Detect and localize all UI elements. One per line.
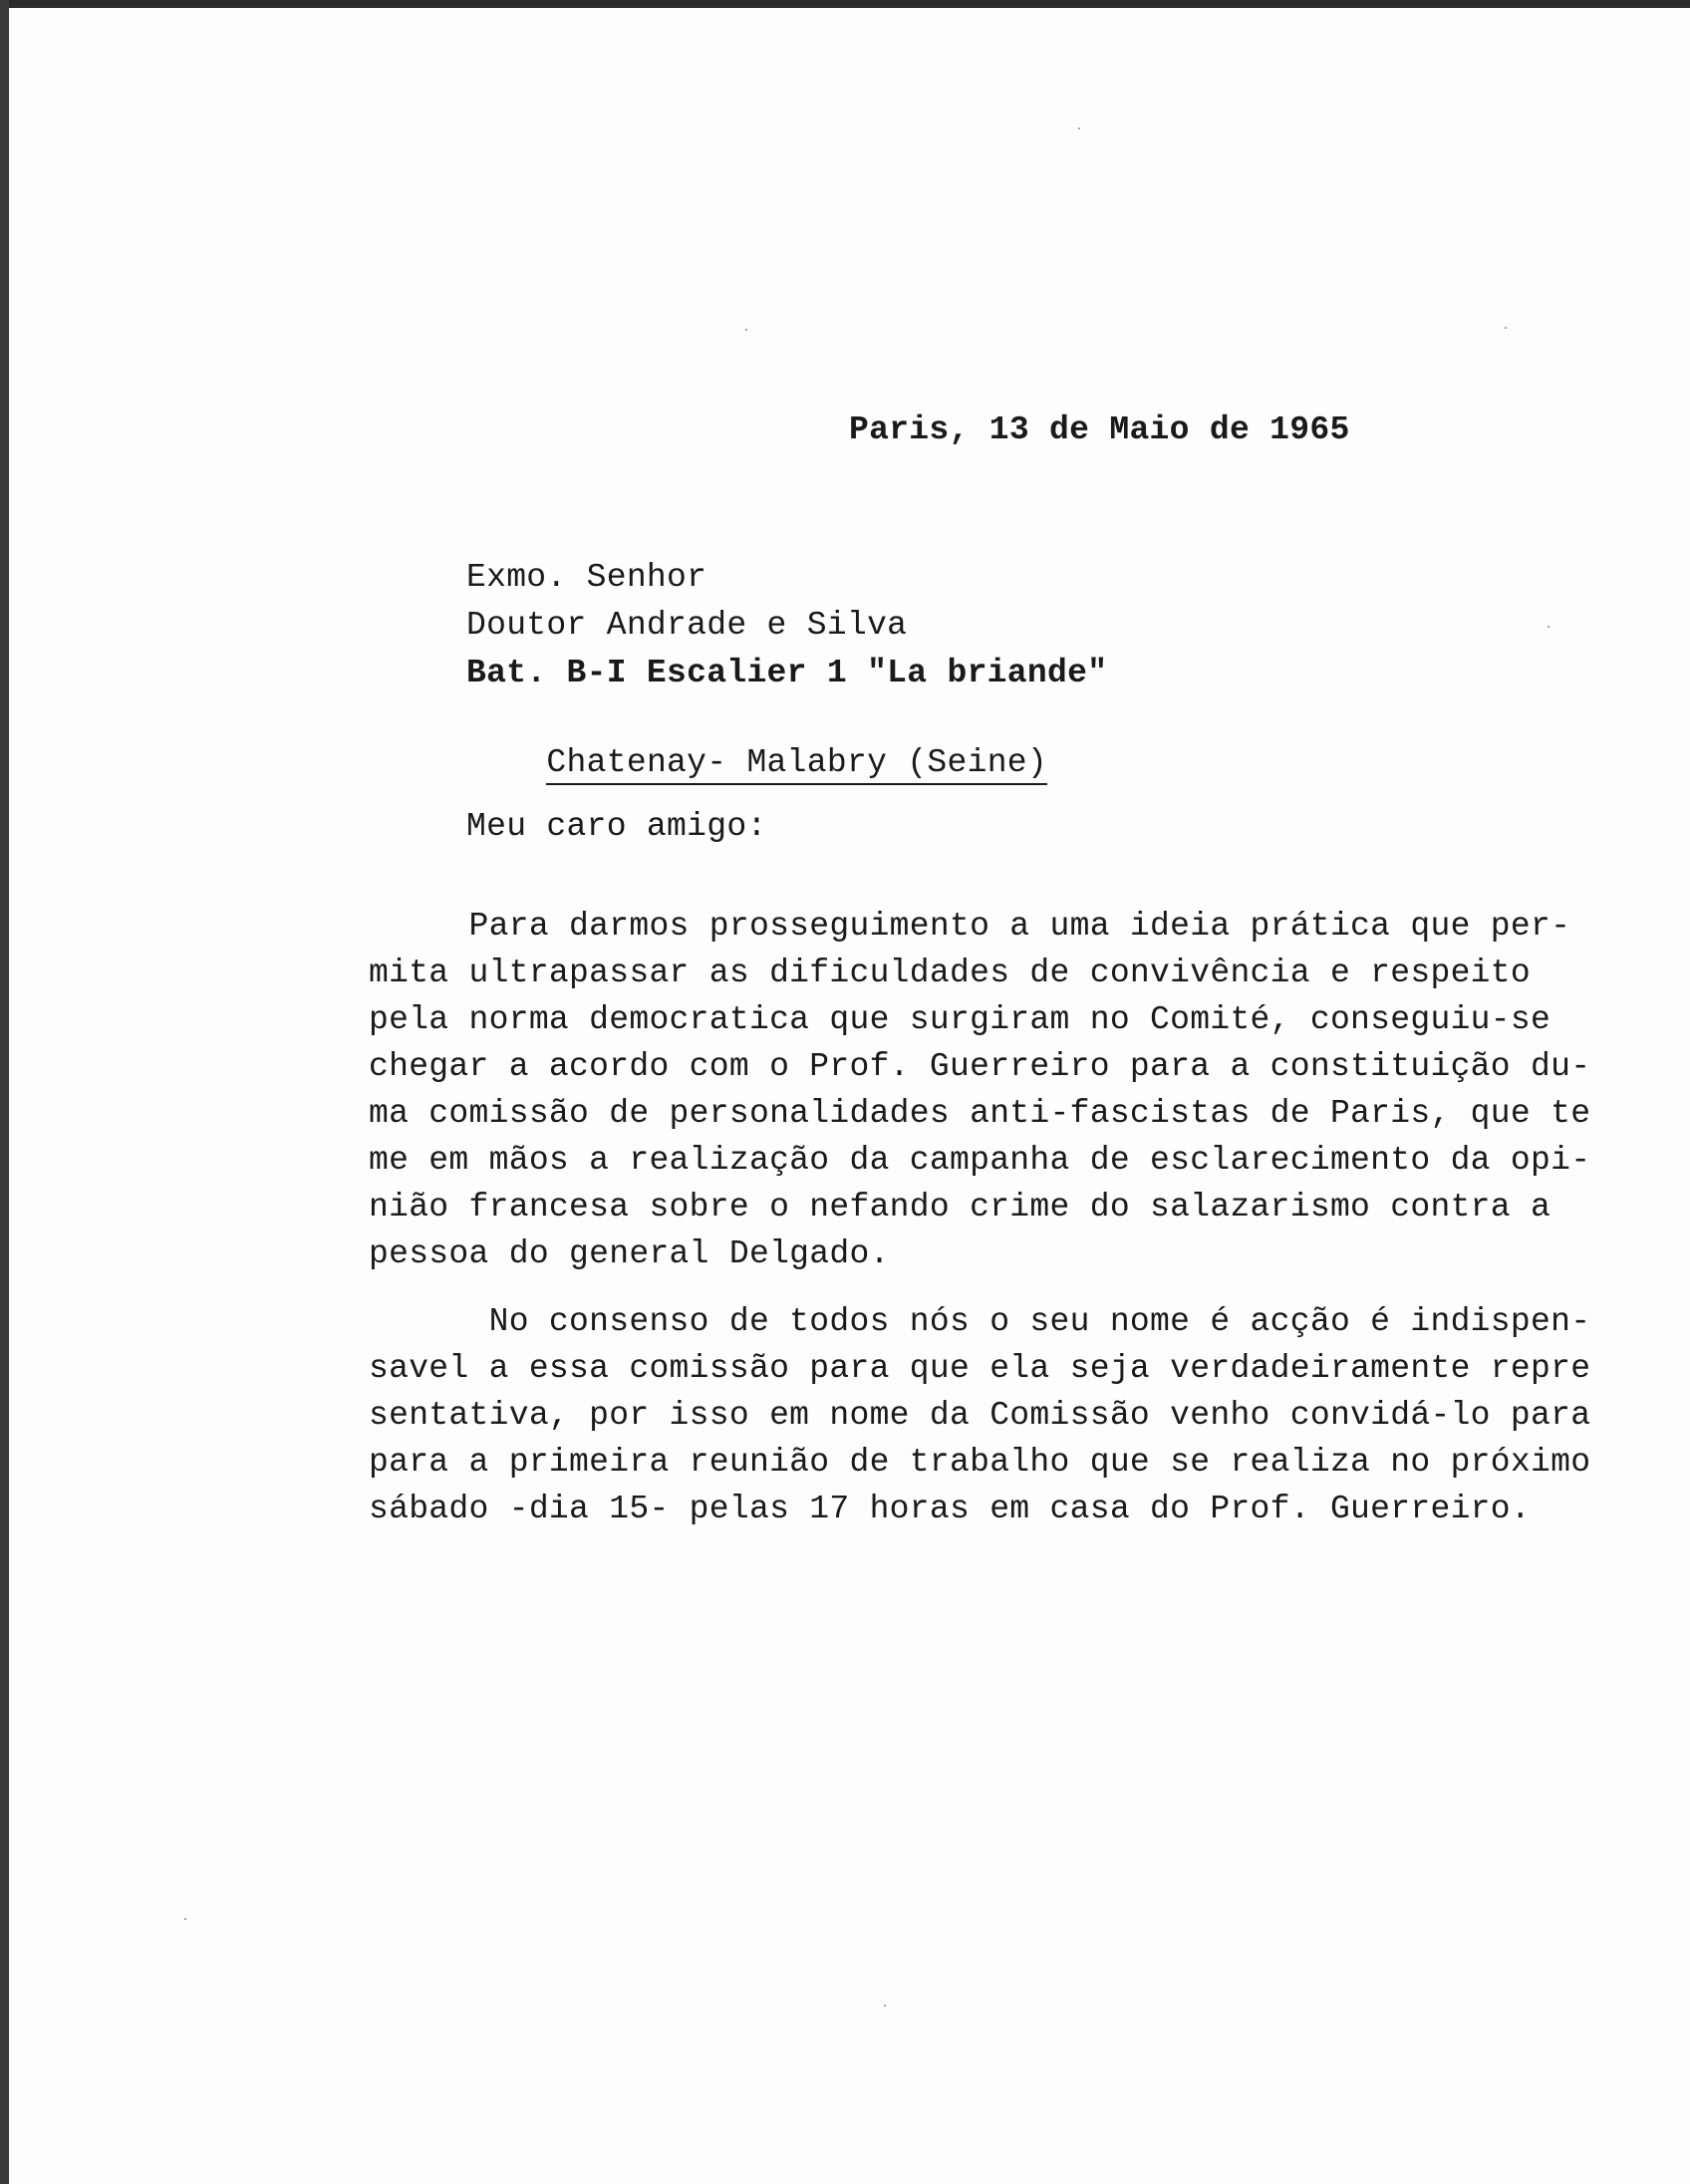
scan-speck (1078, 128, 1080, 130)
scan-speck (184, 1918, 186, 1920)
paragraph2-line: para a primeira reunião de trabalho que se realiza no próximo (369, 1444, 1591, 1481)
scan-edge-left (0, 0, 9, 2184)
paragraph1-line: nião francesa sobre o nefando crime do salazarismo contra a (369, 1189, 1551, 1226)
paragraph1-line: ma comissão de personalidades anti-fascistas de Paris, que te (369, 1095, 1591, 1132)
letter-date: Paris, 13 de Maio de 1965 (849, 411, 1350, 448)
paragraph1-line: chegar a acordo com o Prof. Guerreiro para a constituição du- (369, 1048, 1591, 1085)
paragraph1-line: pela norma democratica que surgiram no Comité, conseguiu-se (369, 1001, 1551, 1038)
paragraph2-line: sábado -dia 15- pelas 17 horas em casa do Prof. Guerreiro. (369, 1491, 1531, 1527)
address-line-1: Exmo. Senhor (466, 559, 707, 596)
scan-edge-top (0, 0, 1690, 8)
address-line-4 (466, 703, 1047, 823)
paragraph1-line: pessoa do general Delgado. (369, 1235, 890, 1272)
paragraph2-line: sentativa, por isso em nome da Comissão venho convidá-lo para (369, 1397, 1591, 1434)
paragraph2-line: No consenso de todos nós o seu nome é acção é indispen- (369, 1303, 1591, 1340)
paragraph1-line: me em mãos a realização da campanha de esclarecimento da opi- (369, 1142, 1591, 1179)
paragraph1-line: mita ultrapassar as dificuldades de convivência e respeito (369, 955, 1531, 991)
address-city: Chatenay- Malabry (Seine) (546, 744, 1047, 785)
scan-speck (1548, 626, 1549, 628)
address-line-2: Doutor Andrade e Silva (466, 607, 908, 644)
scan-speck (884, 2005, 886, 2007)
scan-speck (745, 329, 747, 331)
paragraph1-line: Para darmos prosseguimento a uma ideia prática que per- (369, 908, 1571, 945)
paragraph2-line: savel a essa comissão para que ela seja verdadeiramente repre (369, 1350, 1591, 1387)
salutation: Meu caro amigo: (466, 808, 767, 845)
address-line-3: Bat. B-I Escalier 1 "La briande" (466, 655, 1108, 691)
scan-speck (1505, 327, 1507, 329)
